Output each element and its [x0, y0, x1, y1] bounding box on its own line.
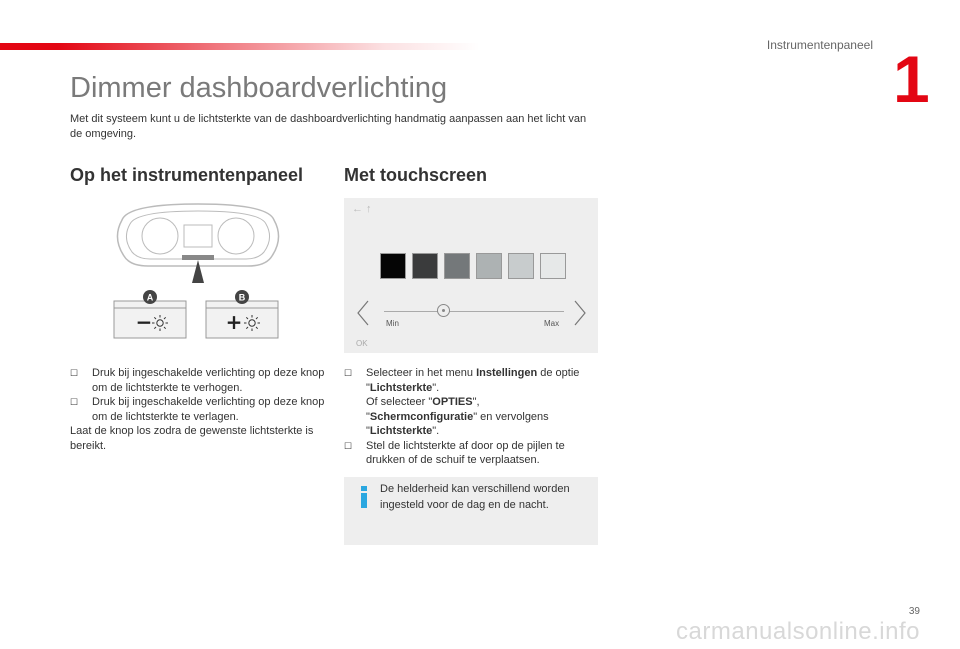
- checkbox-bullet-icon: ☐: [70, 397, 79, 407]
- swatch-1: [380, 253, 406, 279]
- list-item: ☐ Druk bij ingeschakelde verlichting op deze knop om de lichtsterkte te verlagen.: [70, 396, 325, 423]
- heading-instrument-panel: Op het instrumentenpaneel: [70, 165, 304, 185]
- ok-label: OK: [356, 339, 368, 348]
- heading-touchscreen: Met touchscreen: [344, 165, 488, 185]
- info-text: De helderheid kan verschillend worden ingesteld voor de dag en de nacht.: [380, 483, 570, 511]
- right-instructions: [344, 366, 594, 468]
- list-item: ☐ Selecteer in het menu Instellingen de optie "Lichtsterkte". Of selecteer "OPTIES", "Schermconfiguratie" en vervolgens "Lichtsterkte".: [344, 367, 580, 437]
- left-instructions: [70, 366, 325, 453]
- swatch-3: [444, 253, 470, 279]
- list-item: ☐ Druk bij ingeschakelde verlichting op deze knop om de lichtsterkte te verhogen.: [70, 367, 325, 394]
- touchscreen-illustration: [344, 198, 598, 353]
- button-a-minus: −: [135, 310, 153, 334]
- checkbox-bullet-icon: ☐: [344, 440, 353, 451]
- button-b-plus: +: [225, 310, 243, 334]
- intro-paragraph: Met dit systeem kunt u de lichtsterkte van de dashboardverlichting handmatig aanpassen aan het licht van de omgeving.: [70, 113, 587, 140]
- chapter-number: 1: [893, 42, 930, 116]
- swatch-5: [508, 253, 534, 279]
- closing-text: Laat de knop los zodra de gewenste lichtsterkte is bereikt.: [70, 425, 314, 452]
- chevron-right-icon: [569, 298, 589, 328]
- info-icon: [358, 485, 370, 509]
- checkbox-bullet-icon: ☐: [344, 368, 353, 378]
- slider-min-label: Min: [386, 319, 399, 328]
- back-arrow-icon: ← ↑: [352, 203, 372, 215]
- info-box: [344, 477, 598, 545]
- instrument-panel-illustration: [108, 198, 288, 343]
- chevron-left-icon: [354, 298, 374, 328]
- header-red-bar: [0, 43, 480, 50]
- chapter-title: Instrumentenpaneel: [766, 38, 873, 52]
- slider-track: [384, 311, 564, 312]
- label-b: B: [238, 292, 246, 303]
- slider-knob: [437, 304, 450, 317]
- watermark: carmanualsonline.info: [676, 618, 920, 645]
- page-title: Dimmer dashboardverlichting: [70, 72, 448, 104]
- label-a: A: [146, 292, 154, 303]
- swatch-6: [540, 253, 566, 279]
- slider-max-label: Max: [544, 319, 560, 328]
- swatch-4: [476, 253, 502, 279]
- swatch-2: [412, 253, 438, 279]
- page-number: 39: [908, 606, 920, 617]
- list-item: ☐ Stel de lichtsterkte af door op de pijlen te drukken of de schuif te verplaatsen.: [344, 439, 565, 466]
- checkbox-bullet-icon: ☐: [70, 368, 79, 378]
